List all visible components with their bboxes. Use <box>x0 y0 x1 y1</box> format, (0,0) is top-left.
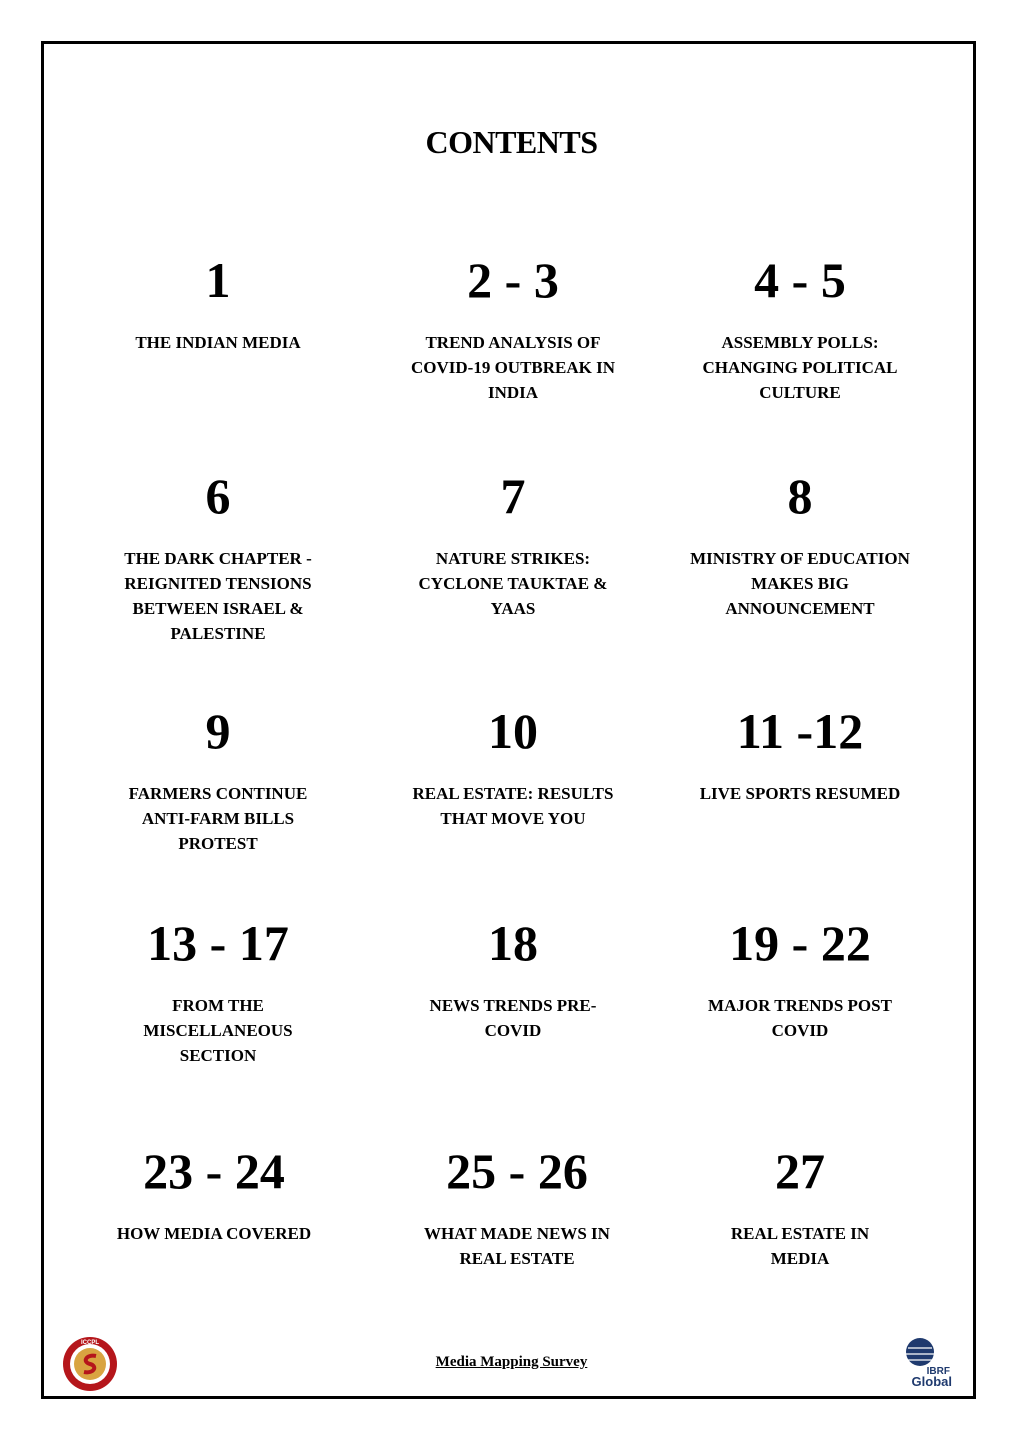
toc-page-number: 19 - 22 <box>729 915 871 971</box>
toc-entry-label: FROM THE MISCELLANEOUS SECTION <box>143 996 293 1065</box>
toc-entry-label: FARMERS CONTINUE ANTI-FARM BILLS PROTEST <box>128 784 308 853</box>
logo-text: ICCPL <box>81 1340 99 1346</box>
toc-entry-label: ASSEMBLY POLLS: CHANGING POLITICAL CULTURE <box>702 333 898 402</box>
toc-entry[interactable] <box>670 252 930 405</box>
toc-entry[interactable] <box>383 915 643 1043</box>
toc-page-number: 2 - 3 <box>467 252 559 308</box>
toc-page-number: 11 -12 <box>736 703 864 759</box>
toc-page-number: 27 <box>775 1143 825 1199</box>
toc-entry[interactable] <box>670 468 930 621</box>
toc-entry-label: TREND ANALYSIS OF COVID-19 OUTBREAK IN INDIA <box>410 333 616 402</box>
toc-page-number: 13 - 17 <box>147 915 289 971</box>
toc-entry[interactable] <box>387 1143 647 1271</box>
toc-entry-label: THE DARK CHAPTER - REIGNITED TENSIONS BETWEEN ISRAEL & PALESTINE <box>124 549 312 643</box>
logo-globe <box>906 1338 934 1366</box>
toc-entry-label: NATURE STRIKES: CYCLONE TAUKTAE & YAAS <box>418 549 608 618</box>
toc-entry[interactable] <box>670 1143 930 1271</box>
toc-entry-label: MAJOR TRENDS POST COVID <box>708 996 892 1040</box>
toc-page-number: 25 - 26 <box>446 1143 588 1199</box>
toc-page-number: 10 <box>488 703 538 759</box>
toc-entry[interactable] <box>88 915 348 1068</box>
toc-entry[interactable] <box>84 1143 344 1246</box>
toc-page-number: 1 <box>205 252 231 308</box>
toc-page-number: 18 <box>488 915 538 971</box>
toc-entry-label: NEWS TRENDS PRE-COVID <box>429 996 597 1040</box>
toc-page-number: 6 <box>205 468 231 524</box>
toc-entry-label: WHAT MADE NEWS IN REAL ESTATE <box>424 1224 610 1268</box>
toc-entry[interactable] <box>670 703 930 806</box>
toc-page-number: 9 <box>205 703 231 759</box>
logo-text-ibrf: IBRF <box>926 1366 950 1377</box>
toc-entry[interactable] <box>88 252 348 355</box>
toc-entry-label: REAL ESTATE: RESULTS THAT MOVE YOU <box>412 784 614 828</box>
footer-title: Media Mapping Survey <box>435 1354 588 1370</box>
toc-page-number: 8 <box>787 468 813 524</box>
toc-page-number: 7 <box>500 468 526 524</box>
toc-entry-label: HOW MEDIA COVERED <box>116 1224 312 1243</box>
toc-page-number: 4 - 5 <box>754 252 846 308</box>
page-title: CONTENTS <box>425 124 598 160</box>
toc-entry[interactable] <box>383 703 643 831</box>
toc-entry[interactable] <box>88 468 348 646</box>
toc-entry[interactable] <box>670 915 930 1043</box>
toc-entry-label: LIVE SPORTS RESUMED <box>699 784 901 803</box>
toc-entry-label: THE INDIAN MEDIA <box>135 333 301 352</box>
toc-page-number: 23 - 24 <box>143 1143 285 1199</box>
toc-entry-label: MINISTRY OF EDUCATION MAKES BIG ANNOUNCEMENT <box>690 549 910 618</box>
logo-text-global: Global <box>911 1374 952 1389</box>
ibrf-global-logo <box>898 1336 956 1392</box>
toc-entry[interactable] <box>383 468 643 621</box>
toc-entry-label: REAL ESTATE IN MEDIA <box>730 1224 870 1268</box>
toc-entry[interactable] <box>383 252 643 405</box>
toc-entry[interactable] <box>88 703 348 856</box>
